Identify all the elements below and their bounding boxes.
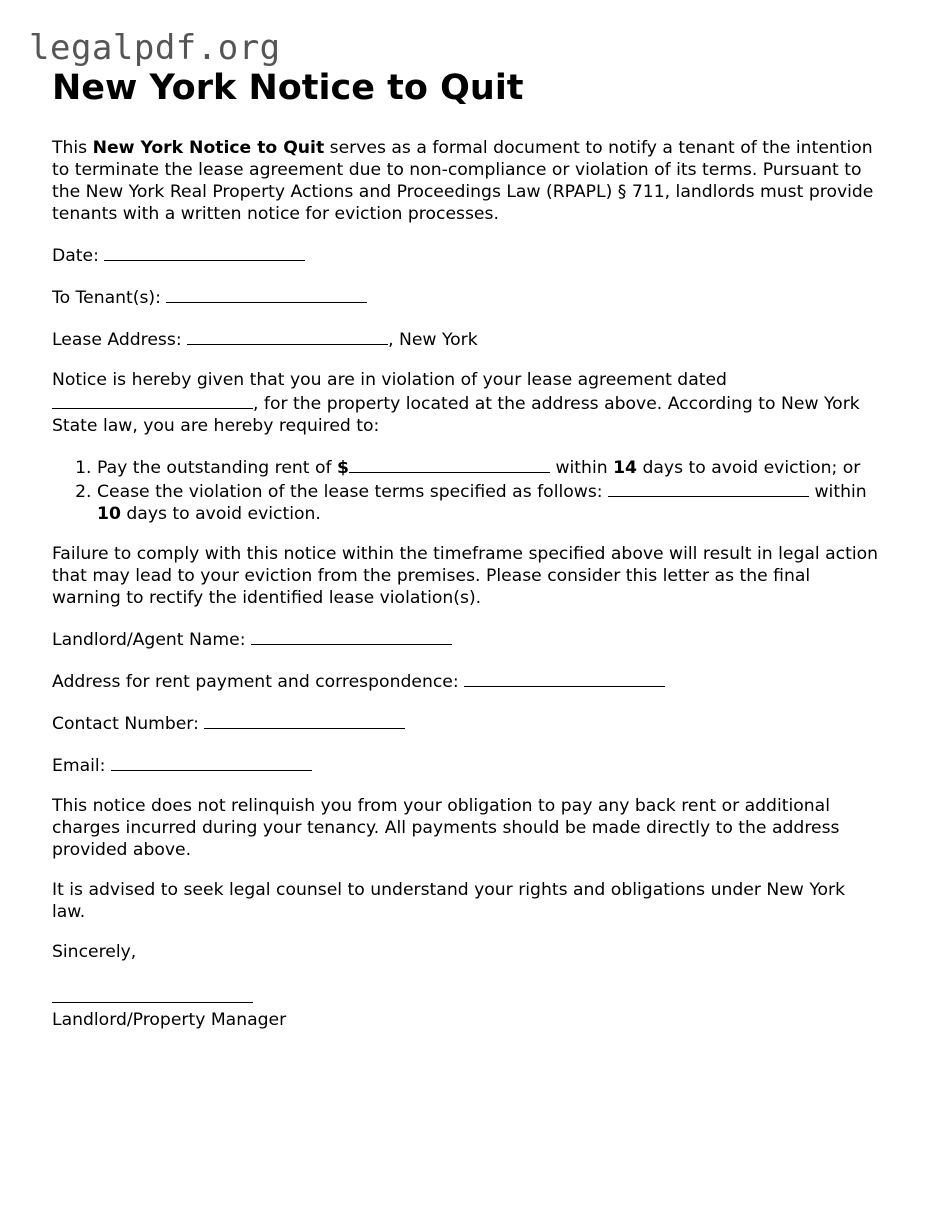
intro-paragraph xyxy=(52,137,882,225)
closing-line: Sincerely, xyxy=(52,942,137,962)
site-watermark: legalpdf.org xyxy=(29,28,281,68)
lease-address-label: Lease Address: xyxy=(52,330,188,350)
date-label: Date: xyxy=(52,246,105,266)
date-field xyxy=(52,243,882,267)
signature-block xyxy=(52,985,882,1031)
contact-number-blank[interactable] xyxy=(204,711,405,729)
requirements-list xyxy=(52,455,882,525)
email-label: Email: xyxy=(52,756,111,776)
agent-name-field xyxy=(52,627,882,651)
req2-middle: within xyxy=(809,482,867,502)
req1-middle: within xyxy=(550,458,614,478)
document-title: New York Notice to Quit xyxy=(52,68,524,108)
violation-blank[interactable] xyxy=(608,479,809,497)
advice-paragraph: It is advised to seek legal counsel to understand your rights and obligations under New York law. xyxy=(52,880,846,922)
intro-bold-title: New York Notice to Quit xyxy=(92,138,325,158)
email-blank[interactable] xyxy=(111,753,312,771)
email-field xyxy=(52,753,882,777)
req2-days: 10 xyxy=(97,504,121,524)
notice-before-blank: Notice is hereby given that you are in violation of your lease agreement dated xyxy=(52,370,727,390)
tenant-field xyxy=(52,285,882,309)
tenant-blank[interactable] xyxy=(166,285,367,303)
req2-suffix: days to avoid eviction. xyxy=(120,504,321,524)
signature-gap xyxy=(52,963,882,985)
notice-after-blank: , for the property located at the address above. According to New York State law, you are hereby required to: xyxy=(52,394,860,436)
signature-blank[interactable] xyxy=(52,985,253,1003)
document-body xyxy=(52,66,882,1031)
req2-prefix: Cease the violation of the lease terms specified as follows: xyxy=(97,482,609,502)
agent-name-blank[interactable] xyxy=(251,627,452,645)
lease-date-blank[interactable] xyxy=(52,391,253,409)
req1-suffix: days to avoid eviction; or xyxy=(637,458,861,478)
rent-amount-blank[interactable] xyxy=(349,455,550,473)
contact-number-field xyxy=(52,711,882,735)
signature-label: Landlord/Property Manager xyxy=(52,1010,287,1030)
lease-address-field xyxy=(52,327,882,351)
intro-prefix: This xyxy=(52,138,93,158)
tenant-label: To Tenant(s): xyxy=(52,288,167,308)
intro-suffix: serves as a formal document to notify a tenant of the intention to terminate the lease agreement due to non-compliance or violation of its terms. Pursuant to the New York Real Property Actions and Proceedings Law (RPAPL) § 711, landlords must provide tenants with a written notice for eviction processes. xyxy=(52,138,874,224)
requirement-cease-violation xyxy=(97,479,882,525)
req1-days: 14 xyxy=(613,458,637,478)
req1-prefix: Pay the outstanding rent of xyxy=(97,458,338,478)
notice-paragraph xyxy=(52,369,882,437)
lease-address-suffix: , New York xyxy=(388,330,478,350)
currency-symbol: $ xyxy=(337,458,350,478)
requirement-pay-rent xyxy=(97,455,882,479)
lease-address-blank[interactable] xyxy=(187,327,388,345)
payment-address-field xyxy=(52,669,882,693)
failure-paragraph: Failure to comply with this notice within the timeframe specified above will result in legal action that may lead to your eviction from the premises. Please consider this letter as the final warning to rectify the identified lease violation(s). xyxy=(52,544,879,608)
payment-address-label: Address for rent payment and correspondence: xyxy=(52,672,465,692)
payment-address-blank[interactable] xyxy=(464,669,665,687)
contact-number-label: Contact Number: xyxy=(52,714,205,734)
date-blank[interactable] xyxy=(104,243,305,261)
obligation-paragraph: This notice does not relinquish you from your obligation to pay any back rent or additional charges incurred during your tenancy. All payments should be made directly to the address provided above. xyxy=(52,796,840,860)
agent-name-label: Landlord/Agent Name: xyxy=(52,630,251,650)
